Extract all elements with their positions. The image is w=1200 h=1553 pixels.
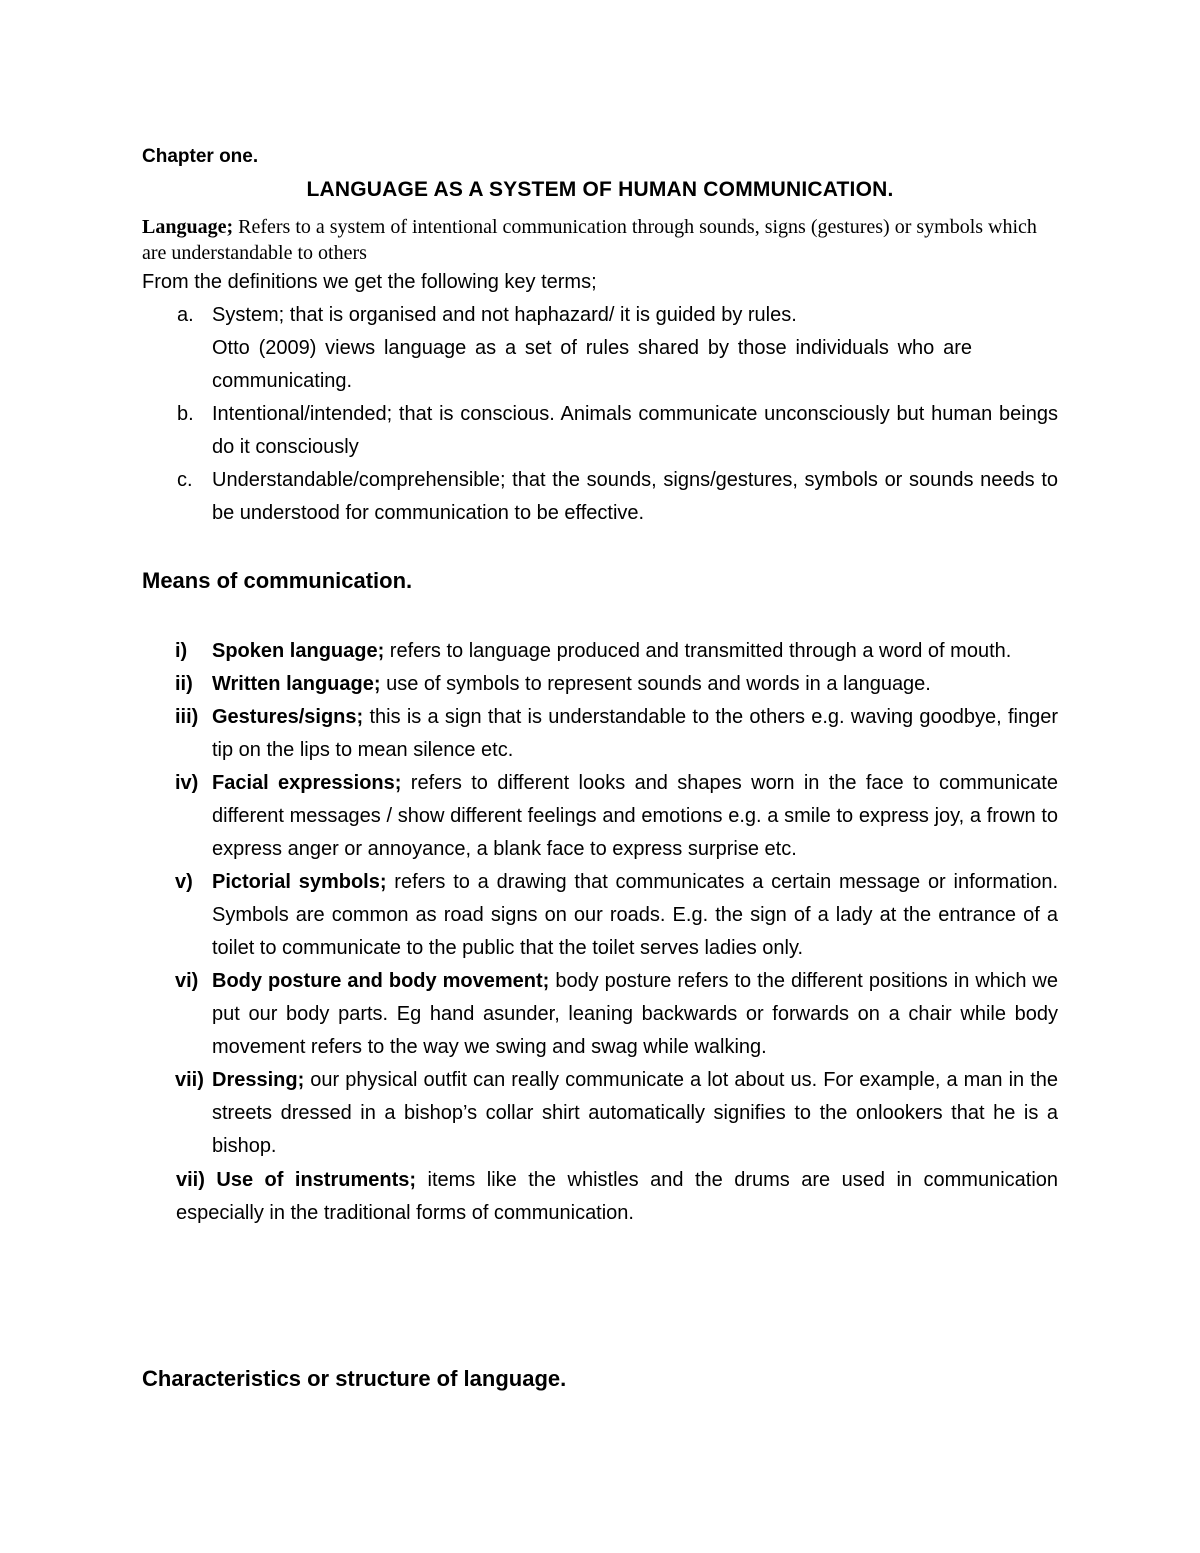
list-item [142,866,1062,965]
key-term-item [142,464,1062,530]
list-item-marker: vi) [175,970,199,992]
list-item-marker: v) [175,871,193,893]
definition-term: Language; [142,216,234,238]
list-item [142,635,1062,668]
key-term-marker: b. [177,403,194,425]
list-item [142,767,1062,866]
list-item [142,701,1062,767]
list-item-term: Body posture and body movement; [212,970,550,992]
list-item-marker: vii) [176,1169,205,1191]
list-item-marker: vii) [175,1069,204,1091]
list-item-term: Facial expressions; [212,772,402,794]
list-item-description: use of symbols to represent sounds and words in a language. [380,673,931,695]
list-item-term: Dressing; [212,1069,305,1091]
page-title: LANGUAGE AS A SYSTEM OF HUMAN COMMUNICATION. [306,178,894,201]
key-term-text: Understandable/comprehensible; that the sounds, signs/gestures, symbols or sounds needs to be understood for communication to be effective. [212,469,1058,524]
key-term-marker: c. [177,469,193,491]
list-item-text [212,965,1058,1064]
list-item-text [212,701,1058,767]
list-item-text [212,668,1058,701]
list-item-text [212,866,1058,965]
key-term-note: Otto (2009) views language as a set of rules shared by those individuals who are communicating. [212,337,972,392]
key-term-marker: a. [177,304,194,326]
list-item-description: refers to a drawing that communicates a certain message or information. Symbols are common as road signs on our roads. E.g. the sign of a lady at the entrance of a toilet to communicate to the public that the toilet serves ladies only. [212,871,1058,959]
list-item-marker: ii) [175,673,193,695]
list-item-description: this is a sign that is understandable to the others e.g. waving goodbye, finger tip on the lips to mean silence etc. [212,706,1058,761]
key-term-item [142,299,1062,332]
list-item-term: Spoken language; [212,640,385,662]
list-item-text [212,767,1058,866]
list-item-term: Written language; [212,673,381,695]
list-item [142,668,1062,701]
list-item-description: body posture refers to the different positions in which we put our body parts. Eg hand asunder, leaning backwards or forwards on a chair while body movement refers to the way we swing and swag while walking. [212,970,1059,1058]
definition-text: Refers to a system of intentional communication through sounds, signs (gestures) or symbols which are understandable to others [142,216,1037,264]
list-item [142,965,1062,1064]
list-item-marker: iv) [175,772,199,794]
chapter-label: Chapter one. [142,146,259,167]
key-term-item [142,398,1062,464]
list-item-description: refers to language produced and transmitted through a word of mouth. [384,640,1012,662]
list-item-description: refers to different looks and shapes worn in the face to communicate different messages / show different feelings and emotions e.g. a smile to express joy, a frown to express anger or annoyance, a blank face to express surprise etc. [212,772,1058,860]
list-item-text [212,1064,1058,1163]
language-definition [142,214,1062,266]
list-item-last [176,1164,1058,1230]
list-item-term: Use of instruments; [216,1169,417,1191]
list-item-term: Pictorial symbols; [212,871,387,893]
key-term-item [142,332,1062,398]
key-term-text: Intentional/intended; that is conscious. Animals communicate unconsciously but human beings do it consciously [212,403,1058,458]
list-item-description: items like the whistles and the drums are used in communication especially in the traditional forms of communication. [176,1169,1059,1224]
list-item-text [212,635,1058,668]
list-item-description: our physical outfit can really communicate a lot about us. For example, a man in the streets dressed in a bishop’s collar shirt automatically signifies to the onlookers that he is a bishop. [212,1069,1058,1157]
list-item-term: Gestures/signs; [212,706,364,728]
list-item-marker: iii) [175,706,199,728]
key-term-text: System; that is organised and not haphazard/ it is guided by rules. [212,304,797,326]
key-terms-intro: From the definitions we get the following key terms; [142,271,597,293]
list-item [142,1064,1062,1163]
list-item-marker: i) [175,640,188,662]
means-heading: Means of communication. [142,568,413,593]
characteristics-heading: Characteristics or structure of language. [142,1366,567,1391]
